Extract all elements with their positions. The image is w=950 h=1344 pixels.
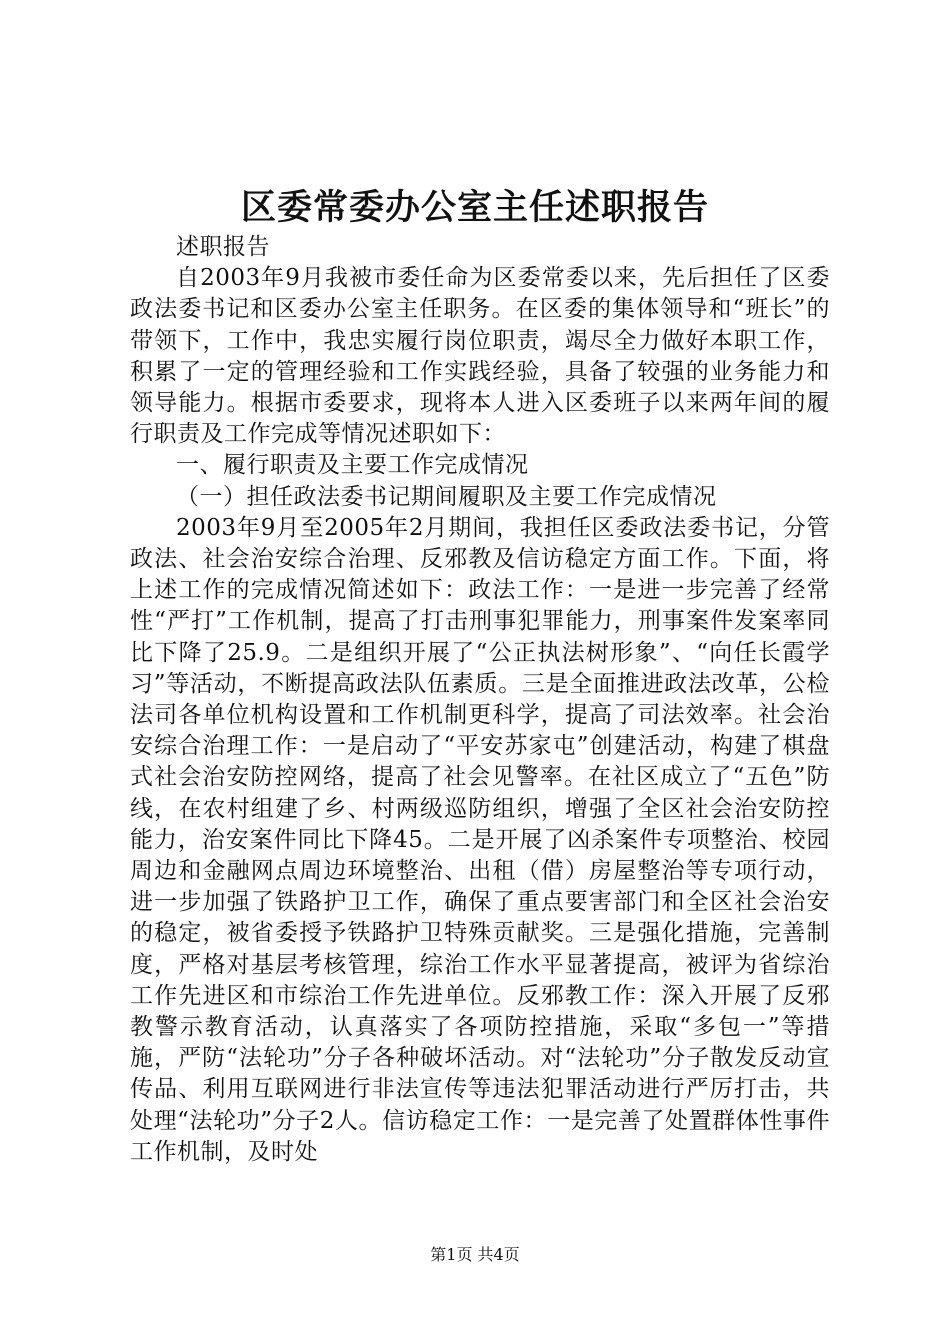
section-heading-1: 一、履行职责及主要工作完成情况 xyxy=(176,452,529,479)
document-title: 区委常委办公室主任述职报告 xyxy=(240,187,709,228)
paragraph-heading: 述职报告 xyxy=(176,234,270,260)
subsection-heading-1: （一）担任政法委书记期间履职及主要工作完成情况 xyxy=(176,483,717,510)
paragraph-intro: 自2003年9月我被市委任命为区委常委以来，先后担任了区委政法委书记和区委办公室主任职务。在区委的集体领导和“班长”的带领下，工作中，我忠实履行岗位职责，竭尽全力做好本职工作，积累了一定的管理经验和工作实践经验，具备了较强的业务能力和领导能力。根据市委要求，现将本人进入区委班子以来两年间的履行职责及工作完成等情况述职如下： xyxy=(130,265,830,448)
paragraph-work-summary: 2003年9月至2005年2月期间，我担任区委政法委书记，分管政法、社会治安综合治理、反邪教及信访稳定方面工作。下面，将上述工作的完成情况简述如下：政法工作：一是进一步完善了经常性“严打”工作机制，提高了打击刑事犯罪能力，刑事案件发案率同比下降了25.9。二是组织开展了“公正执法树形象”、“向任长霞学习”等活动，不断提高政法队伍素质。三是全面推进政法改革，公检法司各单位机构设置和工作机制更科学，提高了司法效率。社会治安综合治理工作：一是启动了“平安苏家屯”创建活动，构建了棋盘式社会治安防控网络，提高了社会见警率。在社区成立了“五色”防线，在农村组建了乡、村两级巡防组织，增强了全区社会治安防控能力，治安案件同比下降45。二是开展了凶杀案件专项整治、校园周边和金融网点周边环境整治、出租（借）房屋整治等专项行动，进一步加强了铁路护卫工作，确保了重点要害部门和全区社会治安的稳定，被省委授予铁路护卫特殊贡献奖。三是强化措施，完善制度，严格对基层考核管理，综治工作水平显著提高，被评为省综治工作先进区和市综治工作先进单位。反邪教工作：深入开展了反邪教警示教育活动，认真落实了各项防控措施，采取“多包一”等措施，严防“法轮功”分子各种破坏活动。对“法轮功”分子散发反动宣传品、利用互联网进行非法宣传等违法犯罪活动进行严厉打击，共处理“法轮功”分子2人。信访稳定工作：一是完善了处置群体性事件工作机制，及时处 xyxy=(130,514,830,1165)
page-number-footer: 第1页 共4页 xyxy=(430,1245,520,1264)
document-body xyxy=(130,232,830,1168)
